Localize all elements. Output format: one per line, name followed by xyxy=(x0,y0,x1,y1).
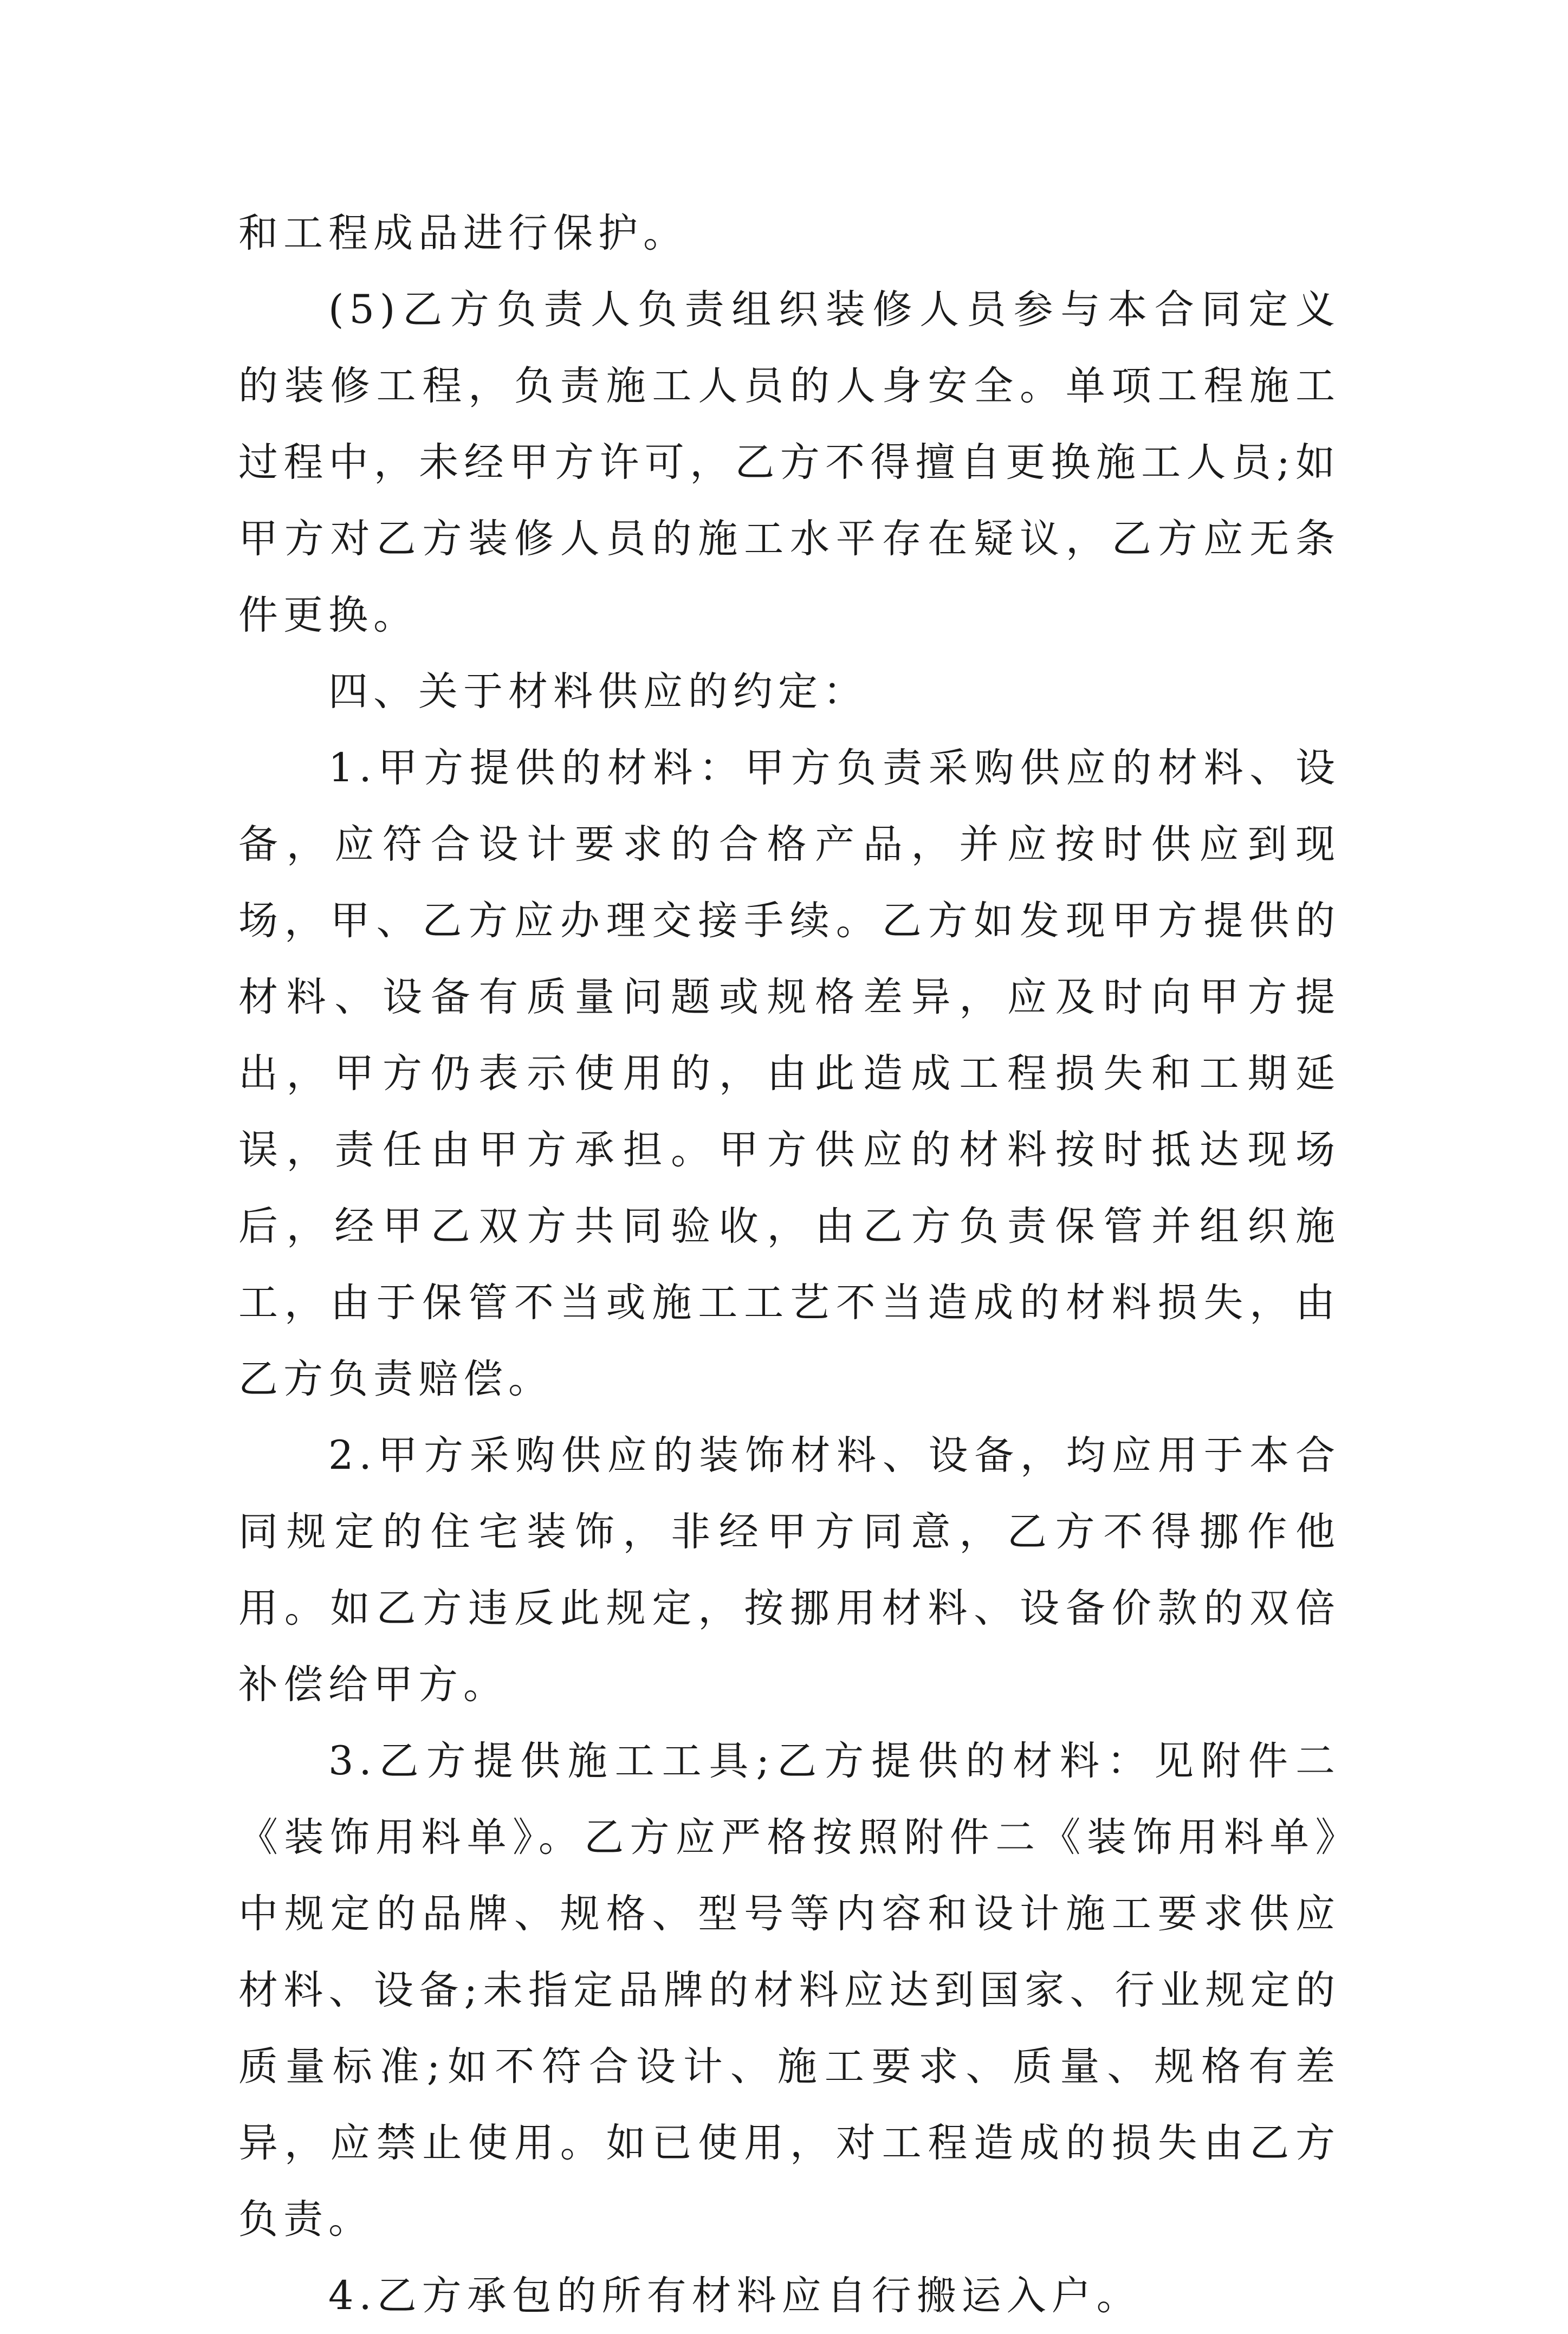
paragraph-clause-5: (5)乙方负责人负责组织装修人员参与本合同定义的装修工程，负责施工人员的人身安全。单项工程施工过程中，未经甲方许可，乙方不得擅自更换施工人员;如甲方对乙方装修人员的施工水平存在疑议，乙方应无条件更换。 xyxy=(238,287,1340,638)
paragraph-item-1: 1.甲方提供的材料：甲方负责采购供应的材料、设备，应符合设计要求的合格产品，并应按时供应到现场，甲、乙方应办理交接手续。乙方如发现甲方提供的材料、设备有质量问题或规格差异，应及时向甲方提出，甲方仍表示使用的，由此造成工程损失和工期延误，责任由甲方承担。甲方供应的材料按时抵达现场后，经甲乙双方共同验收，由乙方负责保管并组织施工，由于保管不当或施工工艺不当造成的材料损失，由乙方负责赔偿。 xyxy=(238,745,1340,1402)
section-heading-materials: 四、关于材料供应的约定： xyxy=(328,669,868,715)
paragraph-item-3: 3.乙方提供施工工具;乙方提供的材料：见附件二《装饰用料单》。乙方应严格按照附件二《装饰用料单》中规定的品牌、规格、型号等内容和设计施工要求供应材料、设备;未指定品牌的材料应达到国家、行业规定的质量标准;如不符合设计、施工要求、质量、规格有差异，应禁止使用。如已使用，对工程造成的损失由乙方负责。 xyxy=(238,1738,1340,2242)
paragraph-item-2: 2.甲方采购供应的装饰材料、设备，均应用于本合同规定的住宅装饰，非经甲方同意，乙方不得挪作他用。如乙方违反此规定，按挪用材料、设备价款的双倍补偿给甲方。 xyxy=(238,1432,1340,1708)
paragraph-continuation: 和工程成品进行保护。 xyxy=(238,210,688,256)
paragraph-item-4: 4.乙方承包的所有材料应自行搬运入户。 xyxy=(328,2273,1142,2319)
